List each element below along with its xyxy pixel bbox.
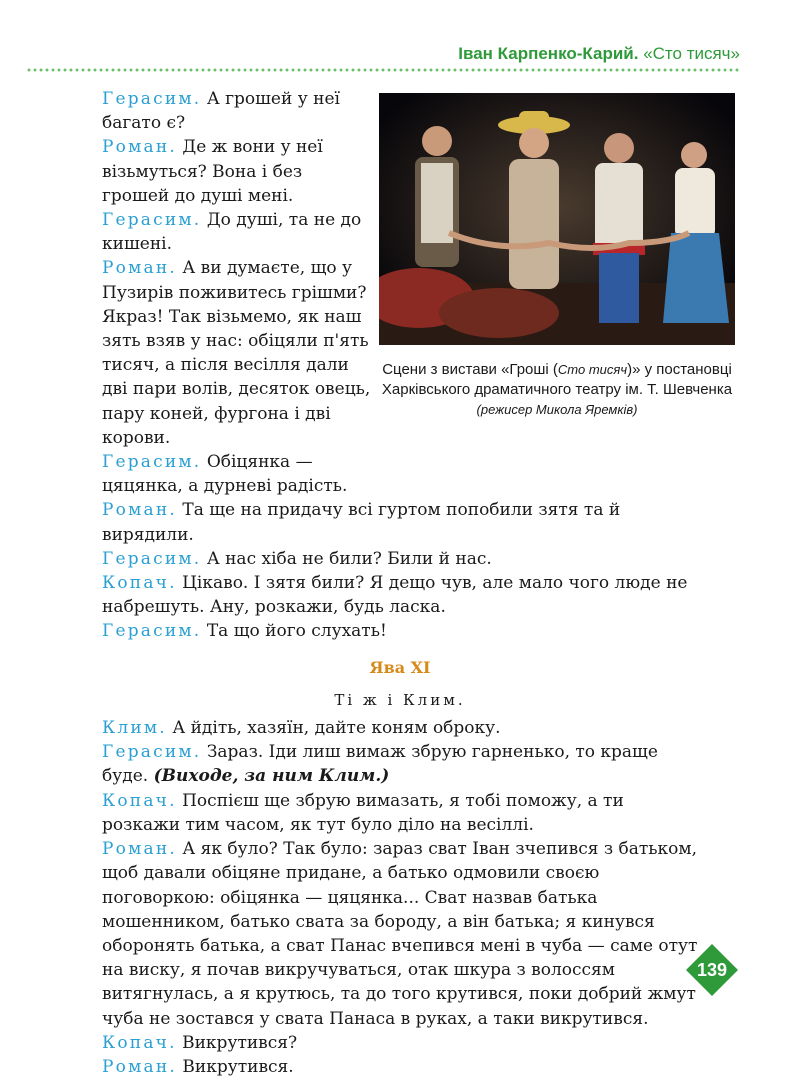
- speaker: Роман.: [102, 500, 177, 521]
- line: [102, 256, 374, 450]
- speaker: Роман.: [102, 839, 177, 860]
- caption-line3: (режисер Микола Яремків): [476, 402, 638, 417]
- line: [102, 1031, 698, 1055]
- line: [102, 619, 698, 643]
- header-work: «Сто тисяч»: [643, 44, 740, 63]
- speaker: Герасим.: [102, 621, 202, 642]
- speech: Та ще на придачу всі гуртом попобили зятя та й вирядили.: [102, 500, 621, 545]
- speaker: Герасим.: [102, 548, 202, 569]
- dotted-divider: [26, 68, 740, 72]
- line: [102, 135, 374, 208]
- speech: Обіцянка — цяцянка, а дурневі радість.: [102, 452, 348, 497]
- line: [102, 1055, 698, 1079]
- speech: А нас хіба не били? Били й нас.: [201, 548, 492, 569]
- speech: До душі, та не до кишені.: [102, 210, 362, 255]
- speech: А як було? Так було: зараз сват Іван зчепився з батьком, щоб давали обіцяне придане, а батько одмовили своєю поговоркою: обіцянка — цяцянка... Сват назвав батька мошенником, батько свата за бороду, а він батька; я кинувся оборонять батька, а сват Панас вчепився мені в чуба — саме отут на виску, я почав викручуваться, отак шкура з волоссям витягнулась, а я крутюсь, та до того крутився, поки добрий жмут чуба не зостався у свата Панаса в руках, а таки викрутився.: [102, 839, 698, 1029]
- speaker: Роман.: [102, 137, 177, 158]
- line: [102, 208, 374, 256]
- speech: Викрутився.: [176, 1056, 294, 1077]
- speaker: Герасим.: [102, 742, 202, 763]
- header-author: Іван Карпенко-Карий.: [458, 44, 639, 63]
- speech: Де ж вони у неї візьмуться? Вона і без грошей до душі мені.: [102, 137, 323, 206]
- scene-subtitle: Ті ж і Клим.: [334, 690, 466, 709]
- stage-direction: (Виходе, за ним Клим.): [153, 766, 390, 787]
- speech: А йдіть, хазяїн, дайте коням оброку.: [166, 718, 501, 739]
- line: [102, 837, 698, 1031]
- speaker: Роман.: [102, 258, 177, 279]
- scene-title: Ява XI: [369, 657, 431, 677]
- speaker: Герасим.: [102, 210, 202, 231]
- line: [102, 547, 698, 571]
- speech: Викрутився?: [176, 1032, 298, 1053]
- speech: А грошей у неї багато є?: [102, 89, 340, 134]
- page-number: 139: [696, 959, 728, 980]
- speech: Цікаво. І зятя били? Я дещо чув, але мало чого люде не набрешуть. Ану, розкажи, будь ласка.: [102, 573, 688, 618]
- line: [102, 789, 698, 837]
- caption-line2: Харківського драматичного театру ім. Т. Шевченка: [381, 381, 733, 398]
- speaker: Роман.: [102, 1056, 177, 1077]
- caption-line1b: Сто тисяч: [557, 362, 628, 377]
- upper-block: [102, 87, 374, 498]
- speech: А ви думаєте, що у Пузирів поживитесь грішми? Якраз! Так візьмемо, як наш зять взяв у нас: обіцяли п'ять тисяч, а після весілля дали дві пари волів, десяток овець, пару коней, фургона і дві корови.: [102, 258, 371, 448]
- running-header: [458, 44, 740, 64]
- play-text: [102, 87, 698, 1079]
- speaker: Копач.: [102, 1032, 177, 1053]
- line: [102, 87, 374, 135]
- line: [102, 450, 374, 498]
- speaker: Копач.: [102, 790, 177, 811]
- speaker: Герасим.: [102, 89, 202, 109]
- speech: Та що його слухать!: [201, 621, 387, 642]
- line: [102, 716, 698, 740]
- speech: Зараз. Іди лиш вимаж збрую гарненько, то краще буде.: [102, 742, 658, 787]
- speech: Поспієш ще збрую вимазать, я тобі поможу, а ти розкажи тим часом, як тут було діло на весіллі.: [102, 790, 624, 835]
- line: [102, 571, 698, 619]
- speaker: Герасим.: [102, 452, 202, 473]
- speaker: Копач.: [102, 573, 177, 594]
- caption-line1a: Сцени з вистави «Гроші (: [382, 361, 558, 378]
- line: [102, 498, 698, 546]
- caption-line1c: )» у постановці: [627, 361, 732, 378]
- speaker: Клим.: [102, 718, 167, 739]
- line: [102, 740, 698, 788]
